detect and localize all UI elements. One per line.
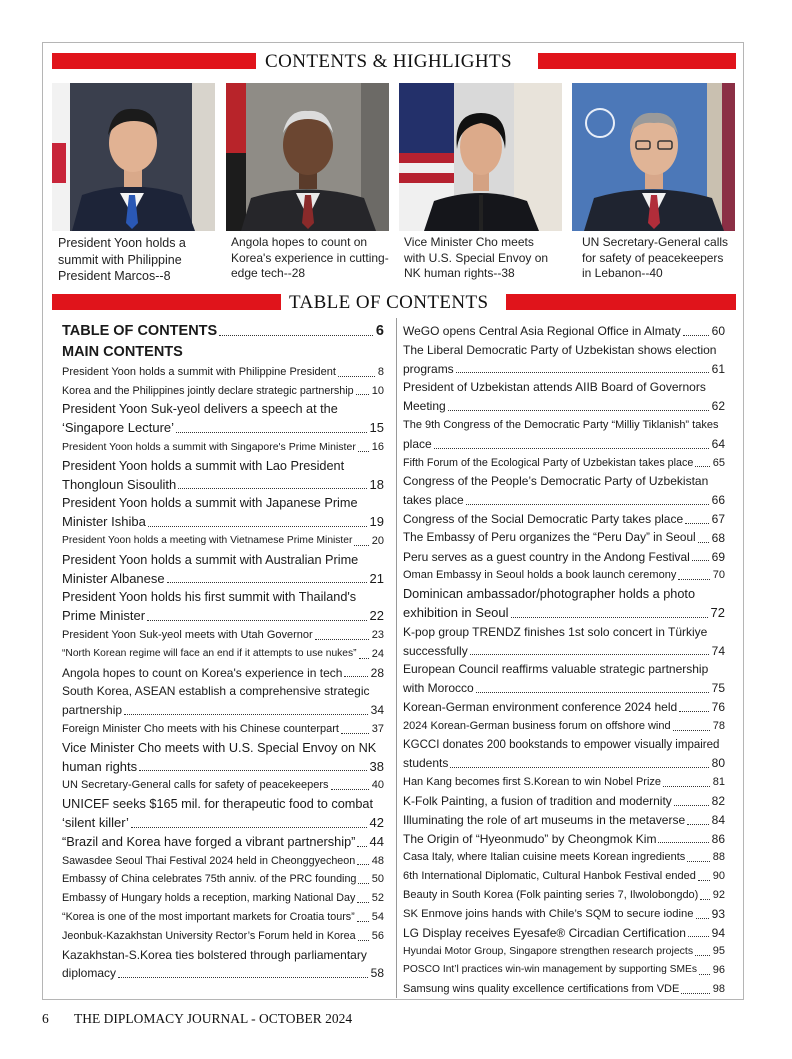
toc-entry-title: Oman Embassy in Seoul holds a book launch ceremony [403, 569, 677, 582]
toc-page-number: 19 [369, 514, 384, 530]
toc-page-number: 98 [712, 982, 725, 995]
toc-entry[interactable] [403, 454, 725, 473]
toc-entry[interactable] [62, 852, 384, 871]
dot-leader [341, 733, 369, 734]
dot-leader [338, 376, 375, 377]
toc-entry[interactable] [403, 491, 725, 510]
toc-page-number: 21 [369, 570, 384, 586]
toc-entry-title: Fifth Forum of the Ecological Party of Uzbekistan takes place [403, 456, 694, 469]
toc-entry-first-line: Dominican ambassador/photographer holds a photo [403, 587, 695, 602]
toc-entry[interactable] [403, 886, 725, 905]
toc-entry-title: ‘Singapore Lecture’ [62, 420, 175, 436]
toc-page-number: 44 [369, 833, 384, 849]
toc-entry[interactable] [403, 792, 725, 811]
toc-entry[interactable] [62, 438, 384, 457]
dot-leader [357, 902, 368, 903]
toc-page-number: 66 [711, 493, 725, 508]
dot-leader [688, 936, 709, 937]
dot-leader [176, 432, 367, 433]
dot-leader [674, 805, 709, 806]
dot-leader [695, 955, 710, 956]
toc-page-number: 65 [712, 456, 725, 469]
toc-entry[interactable] [403, 679, 725, 698]
dot-leader [700, 899, 709, 900]
toc-page-number: 34 [370, 703, 384, 718]
toc-page-number: 67 [711, 511, 725, 526]
toc-entry[interactable] [403, 830, 725, 849]
dot-leader [359, 658, 369, 659]
toc-entry[interactable] [403, 604, 725, 623]
toc-entry-first-line: President Yoon holds his first summit with Thailand's [62, 590, 357, 605]
dot-leader [315, 639, 369, 640]
highlight-photo-4 [572, 83, 735, 231]
dot-leader [679, 711, 708, 712]
toc-entry[interactable] [62, 720, 384, 739]
toc-entry[interactable] [403, 360, 725, 379]
toc-entry-first-line: KGCCI donates 200 bookstands to empower visually impaired [403, 738, 720, 751]
toc-entry-title: TABLE OF CONTENTS [62, 323, 218, 339]
toc-entry-title: Minister Albanese [62, 570, 165, 586]
toc-band-left [52, 294, 281, 310]
toc-band-right [506, 294, 736, 310]
dot-leader [354, 545, 368, 546]
highlight-caption-4: UN Secretary-General calls for safety of peacekeepers in Lebanon--40 [582, 235, 729, 280]
toc-entry[interactable] [62, 833, 384, 852]
dot-leader [148, 526, 367, 527]
toc-entry[interactable] [403, 529, 725, 548]
toc-entry-title: “Brazil and Korea have forged a vibrant partnership” [62, 833, 356, 849]
toc-entry-title: Korean-German environment conference 2024 held [403, 699, 678, 714]
toc-entry[interactable] [403, 510, 725, 529]
highlight-caption-1: President Yoon holds a summit with Philippine President Marcos--8 [58, 236, 186, 283]
toc-entry-title: 6th International Diplomatic, Cultural Hanbok Festival ended [403, 870, 696, 883]
toc-entry-title: President Yoon Suk-yeol meets with Utah Governor [62, 628, 313, 641]
dot-leader [167, 582, 367, 583]
dot-leader [450, 767, 708, 768]
toc-entry-first-line: President Yoon Suk-yeol delivers a speech at the [62, 402, 338, 417]
toc-entry-title: MAIN CONTENTS [62, 343, 183, 360]
toc-entry[interactable] [62, 870, 384, 889]
toc-title: TABLE OF CONTENTS [289, 292, 489, 313]
dot-leader [358, 451, 369, 452]
toc-entry[interactable] [62, 570, 384, 589]
toc-entry-title: exhibition in Seoul [403, 604, 509, 620]
toc-entry-title: WeGO opens Central Asia Regional Office in Almaty [403, 324, 681, 338]
toc-page-number: 95 [712, 945, 725, 958]
dot-leader [476, 692, 709, 693]
toc-entry-first-line: Congress of the People’s Democratic Party of Uzbekistan [403, 474, 709, 489]
footer-page-number: 6 [42, 1011, 49, 1026]
toc-entry-title: SK Enmove joins hands with Chile’s SQM to secure iodine [403, 907, 694, 920]
toc-entry[interactable] [62, 476, 384, 495]
toc-entry-first-line: President Yoon holds a summit with Lao President [62, 458, 345, 473]
toc-page-number: 15 [369, 420, 384, 436]
toc-entry-title: “North Korean regime will face an end if it attempts to use nukes” [62, 647, 357, 659]
toc-page-number: 75 [711, 681, 725, 696]
toc-page-number: 23 [371, 628, 384, 641]
toc-page-number: 56 [371, 929, 384, 942]
dot-leader [695, 466, 709, 467]
toc-entry[interactable] [62, 532, 384, 551]
highlight-photo-3 [399, 83, 562, 231]
dot-leader [663, 786, 710, 787]
toc-page-number: 76 [711, 699, 725, 714]
toc-entry-title: President Yoon holds a meeting with Vietnamese Prime Minister [62, 534, 353, 546]
toc-page-number: 18 [369, 476, 384, 492]
dot-leader [139, 770, 366, 771]
dot-leader [698, 542, 709, 543]
toc-page-number: 50 [371, 873, 384, 886]
toc-entry-title: Samsung wins quality excellence certifications from VDE [403, 982, 680, 995]
dot-leader [687, 824, 709, 825]
toc-entry-first-line: The Liberal Democratic Party of Uzbekistan shows election [403, 342, 717, 357]
toc-page-number: 20 [371, 534, 384, 547]
dot-leader [511, 617, 708, 618]
toc-page-number: 86 [711, 831, 725, 846]
toc-entry-title: partnership [62, 703, 123, 718]
toc-page-number: 24 [371, 647, 384, 660]
toc-page-number: 61 [711, 361, 725, 376]
dot-leader [356, 394, 369, 395]
highlight-caption-3: Vice Minister Cho meets with U.S. Special Envoy on NK human rights--38 [404, 235, 549, 280]
toc-page-number: 42 [369, 814, 384, 830]
toc-entry[interactable] [403, 773, 725, 792]
dot-leader [687, 861, 709, 862]
toc-entry[interactable] [62, 701, 384, 720]
toc-entry[interactable] [62, 607, 384, 626]
toc-entry[interactable] [403, 566, 725, 585]
dot-leader [678, 579, 709, 580]
dot-leader [118, 977, 368, 978]
dot-leader [147, 620, 366, 621]
toc-entry[interactable] [403, 717, 725, 736]
toc-entry-title: programs [403, 361, 454, 376]
toc-entry-title: Prime Minister [62, 608, 146, 624]
toc-entry[interactable] [403, 435, 725, 454]
toc-entry-title: Sawasdee Seoul Thai Festival 2024 held in Cheonggyecheon [62, 854, 356, 867]
toc-page-number: 80 [711, 756, 725, 771]
toc-entry[interactable] [403, 754, 725, 773]
toc-page-number: 58 [370, 966, 384, 981]
toc-entry-title: Congress of the Social Democratic Party takes place [403, 511, 684, 526]
toc-page-number: 28 [370, 665, 384, 680]
toc-entry[interactable] [403, 867, 725, 886]
dot-leader [456, 372, 709, 373]
toc-entry[interactable] [403, 322, 725, 341]
toc-entry-first-line: K-pop group TRENDZ finishes 1st solo concert in Türkiye [403, 624, 708, 639]
dot-leader [357, 864, 369, 865]
toc-entry[interactable] [403, 942, 725, 961]
toc-entry-first-line: President Yoon holds a summit with Australian Prime [62, 552, 359, 567]
dot-leader [681, 993, 709, 994]
toc-page-number: 93 [711, 906, 725, 921]
toc-entry[interactable] [62, 664, 384, 683]
toc-page-number: 8 [377, 365, 384, 378]
toc-entry-title: The Embassy of Peru organizes the “Peru Day” in Seoul [403, 530, 696, 544]
header-title: CONTENTS & HIGHLIGHTS [265, 51, 512, 72]
toc-right-column [403, 322, 725, 999]
toc-entry[interactable] [62, 626, 384, 645]
toc-entry-title: Meeting [403, 399, 446, 414]
dot-leader [357, 846, 366, 847]
toc-entry[interactable] [403, 848, 725, 867]
toc-entry-first-line: UNICEF seeks $165 mil. for therapeutic food to combat [62, 797, 373, 812]
dot-leader [470, 654, 709, 655]
toc-entry[interactable] [403, 924, 725, 943]
toc-entry-title: President Yoon holds a summit with Philippine President [62, 365, 336, 378]
toc-entry[interactable] [403, 811, 725, 830]
dot-leader [219, 335, 373, 336]
toc-page-number: 78 [712, 719, 725, 732]
dot-leader [358, 940, 369, 941]
toc-entry-title: The Origin of “Hyeonmudo” by Cheongmok Kim [403, 831, 657, 846]
toc-entry[interactable] [62, 927, 384, 946]
toc-entry-title: takes place [403, 493, 464, 508]
toc-entry-title: “Korea is one of the most important markets for Croatia tours” [62, 910, 355, 923]
toc-entry-title: Beauty in South Korea (Folk painting series 7, Ilwolobongdo) [403, 888, 699, 901]
toc-entry-first-line: President Yoon holds a summit with Japanese Prime [62, 496, 358, 511]
toc-entry[interactable] [62, 758, 384, 777]
toc-left-column [62, 322, 384, 983]
toc-entry[interactable] [62, 776, 384, 795]
toc-entry-title: Jeonbuk-Kazakhstan University Rector’s Forum held in Korea [62, 929, 356, 942]
header-band-left [52, 53, 256, 69]
dot-leader [699, 974, 710, 975]
toc-page-number: 62 [711, 399, 725, 414]
dot-leader [124, 714, 368, 715]
dot-leader [683, 335, 709, 336]
toc-page-number: 40 [371, 779, 384, 792]
dot-leader [357, 921, 369, 922]
toc-entry[interactable] [62, 322, 384, 341]
toc-entry-first-line: South Korea, ASEAN establish a comprehensive strategic [62, 684, 370, 699]
toc-entry[interactable] [62, 419, 384, 438]
toc-entry-title: Han Kang becomes first S.Korean to win Nobel Prize [403, 776, 662, 789]
dot-leader [466, 504, 709, 505]
toc-entry-first-line: Vice Minister Cho meets with U.S. Special Envoy on NK [62, 740, 377, 755]
toc-entry-title: LG Display receives Eyesafe® Circadian Certification [403, 925, 686, 940]
dot-leader [448, 410, 709, 411]
dot-leader [673, 730, 710, 731]
toc-entry-title: diplomacy [62, 966, 117, 981]
toc-page-number: 48 [371, 854, 384, 867]
toc-page-number: 54 [371, 910, 384, 923]
dot-leader [344, 676, 367, 677]
toc-entry-title: ‘silent killer’ [62, 814, 129, 830]
highlight-caption-2: Angola hopes to count on Korea's experience in cutting- edge tech--28 [231, 235, 389, 280]
toc-entry[interactable] [62, 363, 384, 382]
toc-entry-first-line: The 9th Congress of the Democratic Party “Milliy Tiklanish” takes [403, 418, 719, 431]
toc-entry-first-line: Kazakhstan-S.Korea ties bolstered through parliamentary [62, 947, 367, 962]
toc-entry-title: Foreign Minister Cho meets with his Chinese counterpart [62, 722, 339, 735]
toc-entry[interactable] [403, 548, 725, 567]
toc-page-number: 10 [371, 384, 384, 397]
toc-page-number: 22 [369, 608, 384, 624]
dot-leader [658, 842, 708, 843]
toc-entry[interactable] [403, 961, 725, 980]
toc-page-number: 92 [712, 888, 725, 901]
toc-entry-title: successfully [403, 643, 468, 658]
dot-leader [685, 523, 709, 524]
toc-page-number: 37 [371, 722, 384, 735]
toc-entry-title: students [403, 756, 449, 771]
dot-leader [696, 918, 709, 919]
footer-title: THE DIPLOMACY JOURNAL - OCTOBER 2024 [74, 1011, 353, 1026]
toc-entry[interactable] [62, 964, 384, 983]
toc-entry[interactable] [403, 397, 725, 416]
toc-entry-title: Illuminating the role of art museums in the metaverse [403, 812, 686, 827]
toc-page-number: 72 [710, 604, 725, 620]
highlight-photo-1 [52, 83, 215, 231]
toc-entry-title: Minister Ishiba [62, 514, 146, 530]
toc-page-number: 70 [712, 569, 725, 582]
toc-entry-title: Casa Italy, where Italian cuisine meets Korean ingredients [403, 851, 686, 864]
toc-entry[interactable] [403, 905, 725, 924]
toc-page-number: 60 [711, 324, 725, 338]
toc-entry[interactable] [62, 908, 384, 927]
toc-page-number: 88 [712, 851, 725, 864]
toc-page-number: 69 [711, 549, 725, 564]
toc-entry[interactable] [62, 889, 384, 908]
toc-entry-title: POSCO Int’l practices win-win management by supporting SMEs [403, 964, 697, 976]
toc-entry-title: UN Secretary-General calls for safety of peacekeepers [62, 779, 329, 792]
dot-leader [698, 880, 710, 881]
toc-entry-title: Embassy of Hungary holds a reception, marking National Day [62, 892, 356, 905]
dot-leader [434, 448, 709, 449]
toc-page-number: 64 [711, 436, 725, 451]
column-divider [396, 318, 397, 998]
toc-entry-title: place [403, 436, 432, 451]
toc-entry[interactable] [62, 513, 384, 532]
toc-entry[interactable] [62, 814, 384, 833]
toc-entry-title: 2024 Korean-German business forum on offshore wind [403, 719, 671, 732]
toc-entry-title: Korea and the Philippines jointly declare strategic partnership [62, 384, 354, 397]
toc-entry-title: Peru serves as a guest country in the Andong Festival [403, 549, 690, 564]
toc-page-number: 38 [369, 758, 384, 774]
dot-leader [131, 827, 367, 828]
toc-entry-first-line: President of Uzbekistan attends AIIB Board of Governors [403, 380, 706, 395]
toc-entry[interactable] [62, 382, 384, 401]
toc-page-number: 82 [711, 793, 725, 808]
dot-leader [331, 789, 369, 790]
dot-leader [358, 883, 368, 884]
highlight-photo-2 [226, 83, 389, 231]
toc-page-number: 74 [711, 643, 725, 658]
toc-entry-title: Hyundai Motor Group, Singapore strengthen research projects [403, 945, 694, 958]
toc-page-number: 16 [371, 440, 384, 453]
toc-entry-first-line: European Council reaffirms valuable strategic partnership [403, 662, 709, 677]
toc-page-number: 90 [712, 870, 725, 883]
toc-entry-title: Angola hopes to count on Korea's experience in tech [62, 665, 343, 680]
toc-entry[interactable] [62, 645, 384, 664]
toc-page-number: 68 [711, 530, 725, 545]
toc-page-number: 84 [711, 812, 725, 827]
toc-entry-title: President Yoon holds a summit with Singapore's Prime Minister [62, 440, 356, 453]
toc-page-number: 6 [375, 323, 384, 339]
toc-entry[interactable] [403, 980, 725, 999]
dot-leader [692, 560, 709, 561]
toc-entry[interactable] [403, 642, 725, 661]
toc-page-number: 96 [712, 964, 725, 977]
toc-entry-title: Thongloun Sisoulith [62, 476, 177, 492]
toc-entry[interactable] [403, 698, 725, 717]
dot-leader [178, 488, 366, 489]
toc-entry-title: Embassy of China celebrates 75th anniv. of the PRC founding [62, 873, 357, 886]
toc-page-number: 81 [712, 776, 725, 789]
toc-entry[interactable] [62, 341, 384, 363]
toc-entry-title: with Morocco [403, 681, 474, 696]
toc-page-number: 52 [371, 892, 384, 905]
toc-entry-title: human rights [62, 758, 138, 774]
header-band-right [538, 53, 736, 69]
toc-entry-title: K-Folk Painting, a fusion of tradition and modernity [403, 793, 672, 808]
toc-page-number: 94 [711, 925, 725, 940]
